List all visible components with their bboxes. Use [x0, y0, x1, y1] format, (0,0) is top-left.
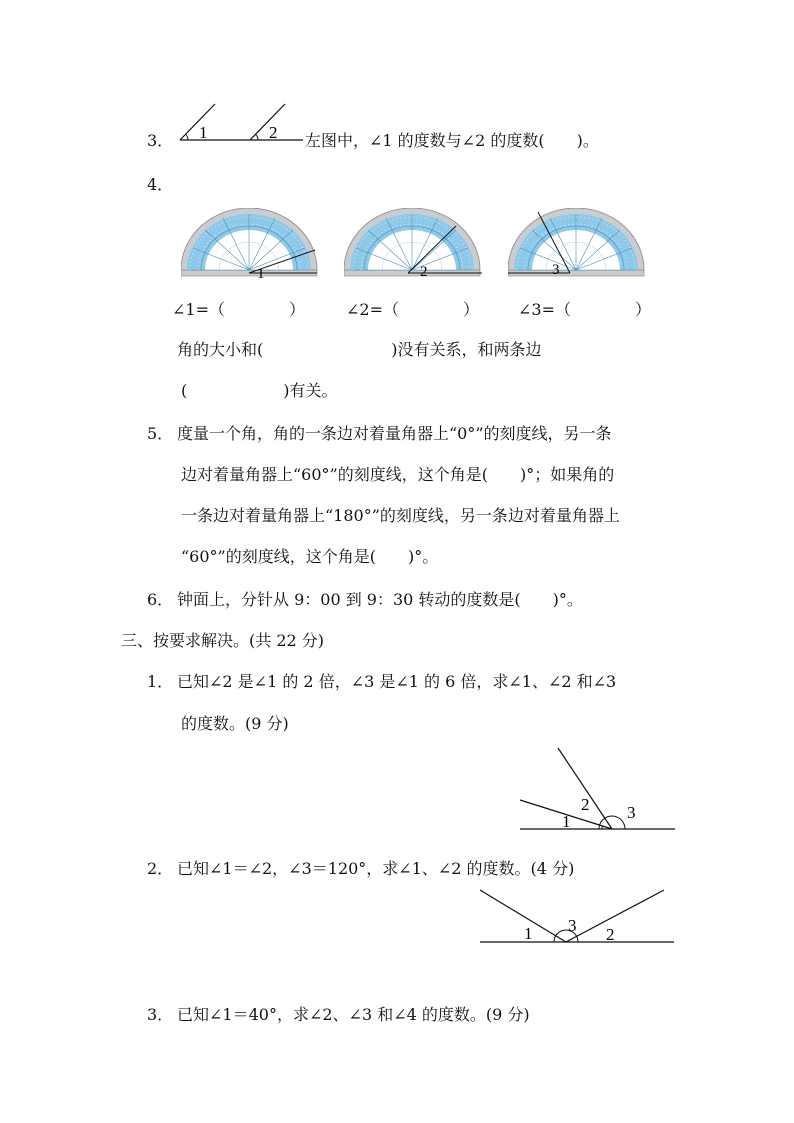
q3-text: 左图中，∠1 的度数与∠2 的度数( )。: [305, 131, 599, 150]
q5-number: 5．: [147, 424, 174, 443]
p1-line-1: 已知∠2 是∠1 的 2 倍，∠3 是∠1 的 6 倍，求∠1、∠2 和∠3: [177, 672, 617, 691]
q5-line-4: “60°”的刻度线，这个角是( )°。: [181, 547, 439, 566]
p2-angle-figure: [478, 888, 676, 946]
p1-angle-figure: [518, 746, 678, 834]
q5-line-2: 边对着量角器上“60°”的刻度线，这个角是( )°；如果角的: [181, 465, 615, 484]
q3-label-1: 1: [199, 123, 208, 142]
protractor-3-answer: ∠3=（ ）: [518, 300, 651, 319]
q4-number: 4．: [147, 175, 174, 194]
p3-number: 3．: [147, 1005, 174, 1024]
q3-label-2: 2: [269, 123, 278, 142]
p1-label-2: 2: [581, 795, 590, 814]
protractor-3: [508, 208, 648, 280]
q5-line-1: 度量一个角，角的一条边对着量角器上“0°”的刻度线，另一条: [177, 424, 612, 443]
p1-label-3: 3: [627, 803, 636, 822]
q6-text: 钟面上，分针从 9：00 到 9：30 转动的度数是( )°。: [177, 590, 583, 609]
q5-line-3: 一条边对着量角器上“180°”的刻度线，另一条边对着量角器上: [181, 506, 620, 525]
protractor-2-answer: ∠2=（ ）: [346, 300, 479, 319]
protractor-3-label: 3: [552, 262, 560, 278]
protractor-2-label: 2: [420, 264, 428, 280]
p2-label-2: 2: [606, 925, 615, 944]
protractor-1: [181, 208, 321, 280]
q4-line-1: 角的大小和( )没有关系，和两条边: [177, 340, 542, 359]
p2-label-1: 1: [524, 924, 533, 943]
section-3-title: 三、按要求解决。(共 22 分): [121, 631, 325, 650]
q3-number: 3．: [147, 131, 174, 150]
p1-line-2: 的度数。(9 分): [181, 714, 289, 733]
p2-text: 已知∠1＝∠2，∠3＝120°，求∠1、∠2 的度数。(4 分): [177, 859, 575, 878]
protractor-2: [344, 208, 484, 280]
protractor-1-answer: ∠1=（ ）: [172, 300, 305, 319]
q4-line-2: ( )有关。: [181, 381, 338, 400]
protractor-1-label: 1: [257, 266, 265, 280]
q3-angle-figure: [175, 102, 305, 146]
q6-number: 6．: [147, 590, 174, 609]
p1-label-1: 1: [562, 812, 571, 831]
p2-label-3: 3: [568, 916, 577, 935]
p1-number: 1．: [147, 672, 174, 691]
p2-number: 2．: [147, 859, 174, 878]
p3-text: 已知∠1＝40°，求∠2、∠3 和∠4 的度数。(9 分): [177, 1005, 530, 1024]
